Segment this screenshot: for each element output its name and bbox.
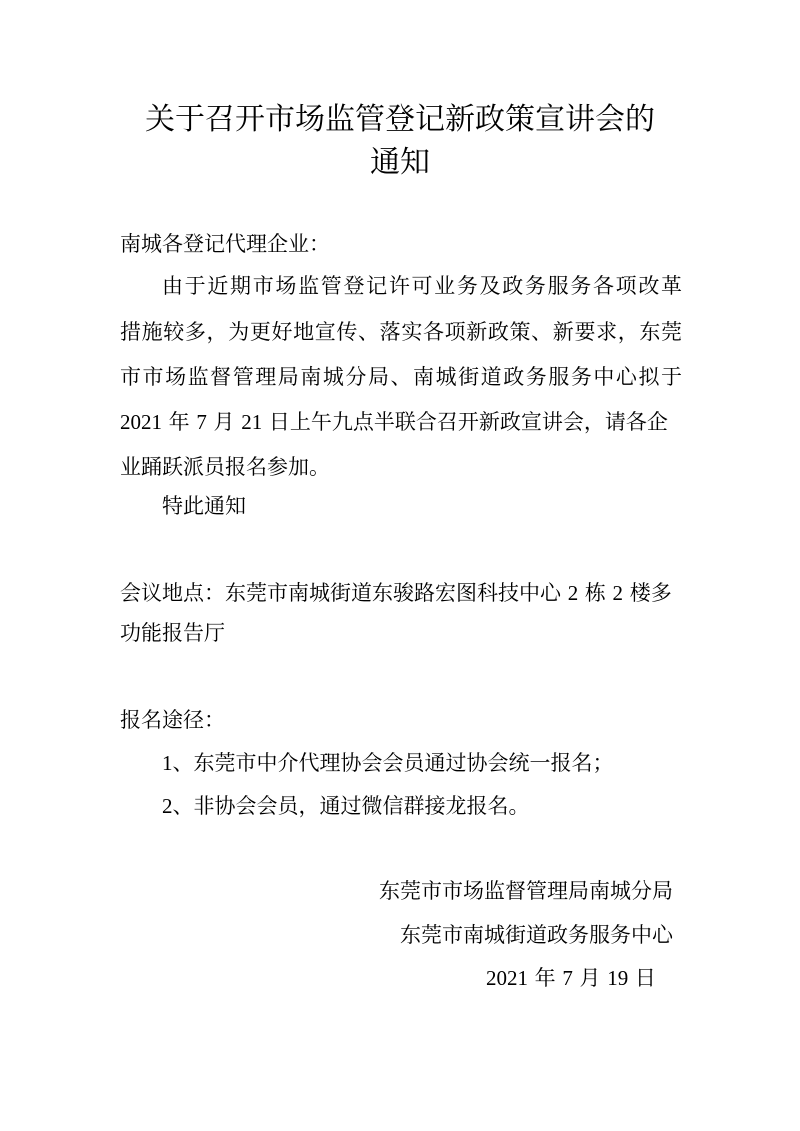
signature-date — [486, 963, 656, 993]
signature-date-day-unit: 日 — [628, 966, 656, 990]
signature-date-year: 2021 — [486, 966, 528, 990]
signature-date-year-unit: 年 — [528, 966, 563, 990]
registration-heading: 报名途径： — [120, 708, 225, 732]
signature-date-month-unit: 月 — [572, 966, 608, 990]
meeting-date-day: 21 — [241, 410, 263, 434]
signature-org-2: 东莞市南城街道政务服务中心 — [400, 923, 673, 947]
venue-building-number: 2 — [567, 581, 579, 605]
body-line-3: 市市场监督管理局南城分局、南城街道政务服务中心拟于 — [120, 365, 682, 389]
meeting-date-month: 7 — [196, 410, 207, 434]
document-title-line-2: 通知 — [370, 145, 430, 180]
venue-line-1 — [120, 578, 682, 608]
body-line-2: 措施较多，为更好地宣传、落实各项新政策、新要求，东莞 — [120, 320, 682, 344]
meeting-date-year-unit: 年 — [162, 410, 197, 434]
venue-building-unit: 栋 — [578, 581, 613, 605]
registration-item-2 — [162, 791, 530, 821]
signature-date-day: 19 — [607, 966, 629, 990]
signature-date-month: 7 — [562, 966, 573, 990]
registration-item-1-number: 1 — [162, 751, 173, 775]
closing-text: 特此通知 — [162, 494, 246, 518]
meeting-date-rest: 日上午九点半联合召开新政宣讲会，请各企 — [262, 410, 668, 434]
venue-line-2: 功能报告厅 — [120, 621, 225, 645]
body-line-1: 由于近期市场监管登记许可业务及政务服务各项改革 — [162, 274, 682, 298]
registration-item-2-number: 2 — [162, 794, 173, 818]
registration-item-2-text: 、非协会会员，通过微信群接龙报名。 — [172, 794, 530, 818]
document-title-line-1: 关于召开市场监管登记新政策宣讲会的 — [145, 102, 655, 137]
venue-floor-number: 2 — [612, 581, 624, 605]
salutation: 南城各登记代理企业： — [120, 232, 330, 256]
venue-floor-unit: 楼多 — [623, 581, 672, 605]
registration-item-1-text: 、东莞市中介代理协会会员通过协会统一报名； — [172, 751, 614, 775]
registration-item-1 — [162, 748, 614, 778]
body-line-4 — [120, 407, 682, 437]
meeting-date-month-unit: 月 — [206, 410, 242, 434]
meeting-date-year: 2021 — [120, 410, 162, 434]
signature-org-1: 东莞市市场监督管理局南城分局 — [379, 879, 673, 903]
body-line-5: 业踊跃派员报名参加。 — [120, 455, 330, 479]
venue-text: 会议地点：东莞市南城街道东骏路宏图科技中心 — [120, 581, 568, 605]
